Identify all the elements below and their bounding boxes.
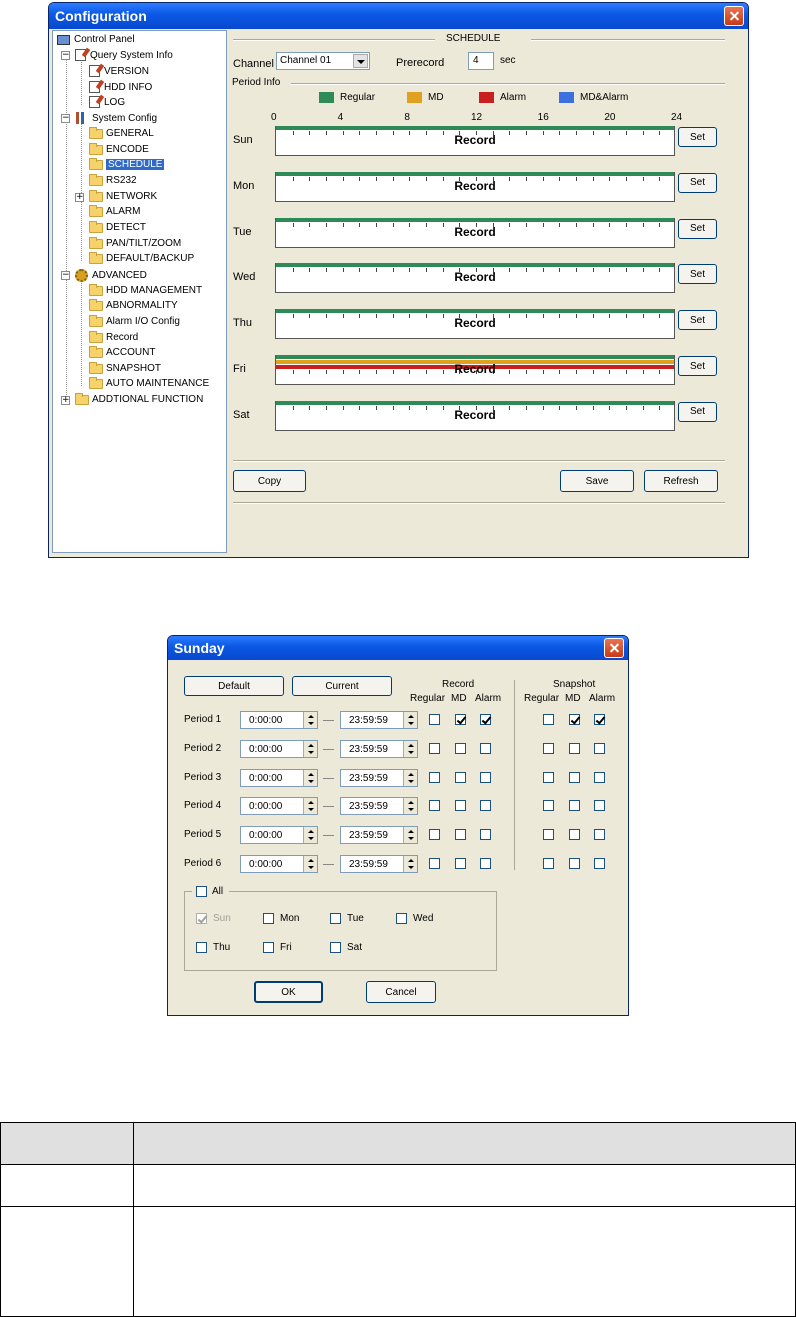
record-col-md: MD: [451, 693, 467, 704]
table-cell: [134, 1165, 796, 1207]
record-alarm-checkbox[interactable]: [480, 800, 491, 811]
close-icon[interactable]: [724, 6, 744, 26]
period-end-value: 23:59:59: [349, 772, 388, 784]
table-cell: [1, 1165, 134, 1207]
tree-item-label: HDD MANAGEMENT: [106, 285, 203, 296]
record-regular-checkbox[interactable]: [429, 714, 440, 725]
spinner-icon[interactable]: [303, 770, 317, 786]
hour-tick-label: 12: [471, 112, 483, 123]
section-divider: [233, 39, 435, 40]
band-regular: [276, 218, 674, 222]
day-checkbox-label: Tue: [347, 913, 364, 924]
period-label: Period 4: [184, 800, 222, 812]
table-cell: [134, 1207, 796, 1317]
record-alarm-checkbox[interactable]: [480, 829, 491, 840]
table-row: [1, 1207, 796, 1317]
folder-icon: [89, 239, 103, 249]
day-label: Wed: [233, 271, 256, 284]
tools-icon: [75, 112, 87, 124]
period-label: Period 1: [184, 714, 222, 725]
snapshot-alarm-checkbox[interactable]: [594, 858, 605, 869]
table-cell: [1, 1207, 134, 1317]
tree-guide: [81, 271, 82, 386]
day-option-tue[interactable]: [330, 913, 364, 924]
table-header-row: [1, 1123, 796, 1165]
day-checkbox-label: Wed: [413, 913, 434, 924]
window-title: Configuration: [55, 8, 147, 24]
gear-icon: [75, 269, 88, 282]
section-divider: [233, 502, 725, 503]
prerecord-value: 4: [473, 55, 479, 66]
all-toggle[interactable]: [192, 886, 229, 897]
section-divider: [531, 39, 725, 40]
snapshot-regular-checkbox[interactable]: [543, 743, 554, 754]
expand-icon[interactable]: +: [62, 395, 70, 405]
tree-item-snapshot[interactable]: [89, 363, 161, 374]
tree-item-label: Alarm I/O Config: [106, 316, 180, 327]
tree-item-label: RS232: [106, 175, 137, 186]
schedule-panel: [229, 30, 748, 557]
period-start-input[interactable]: [240, 711, 318, 729]
folder-icon: [89, 145, 103, 155]
spinner-icon[interactable]: [403, 827, 417, 843]
snapshot-regular-checkbox[interactable]: [543, 772, 554, 783]
tree-item-label: LOG: [104, 96, 126, 108]
hour-tick-label: 0: [271, 112, 277, 123]
tree-item-schedule[interactable]: [89, 159, 164, 170]
tree-item-abnormality[interactable]: [89, 300, 178, 311]
legend-label: MD&Alarm: [580, 92, 629, 103]
folder-icon: [89, 364, 103, 374]
record-md-checkbox[interactable]: [455, 772, 466, 783]
set-button-fri[interactable]: Set: [678, 356, 717, 376]
dialog-title-bar[interactable]: [168, 636, 628, 660]
edit-icon: [89, 65, 100, 77]
tree-item-query-system-info[interactable]: [75, 49, 173, 61]
snapshot-md-checkbox[interactable]: [569, 743, 580, 754]
legend-label: Alarm: [500, 92, 527, 103]
day-option-wed[interactable]: [396, 913, 433, 924]
record-label: Record: [454, 178, 496, 193]
range-dash: [323, 720, 334, 721]
edit-icon: [89, 81, 100, 93]
tree-item-account[interactable]: [89, 347, 155, 358]
snapshot-col-regular: Regular: [524, 693, 560, 704]
snapshot-md-checkbox[interactable]: [569, 800, 580, 811]
record-md-checkbox[interactable]: [455, 714, 466, 725]
ok-button[interactable]: OK: [254, 981, 323, 1003]
day-checkbox[interactable]: [330, 942, 341, 953]
timeline-mon[interactable]: [275, 172, 675, 202]
tree-guide: [81, 116, 82, 261]
snapshot-alarm-checkbox[interactable]: [594, 800, 605, 811]
timeline-thu[interactable]: [275, 309, 675, 339]
tree-item-label: ADVANCED: [92, 270, 147, 281]
prerecord-input[interactable]: [468, 52, 494, 70]
period-info-label: Period Info: [232, 77, 281, 88]
tree-item-pan-tilt-zoom[interactable]: [89, 238, 181, 249]
tree-item-record[interactable]: [89, 332, 138, 343]
refresh-button[interactable]: Refresh: [644, 470, 718, 492]
day-checkbox-label: Mon: [280, 913, 300, 924]
folder-icon: [89, 223, 103, 233]
table-header-cell: [1, 1123, 134, 1165]
tree-item-label: SCHEDULE: [108, 159, 163, 170]
record-col-alarm: Alarm: [475, 693, 502, 704]
record-label: Record: [454, 270, 496, 285]
legend-swatch: [407, 92, 422, 103]
period-end-value: 23:59:59: [349, 801, 388, 813]
tree-item-alarm[interactable]: [89, 206, 140, 217]
day-checkbox[interactable]: [196, 942, 207, 953]
record-regular-checkbox[interactable]: [429, 858, 440, 869]
tree-item-label: DETECT: [106, 222, 146, 233]
hour-tick-label: 8: [404, 112, 410, 123]
channel-label: Channel: [233, 58, 274, 70]
spinner-icon[interactable]: [303, 798, 317, 814]
set-button-tue[interactable]: Set: [678, 219, 717, 239]
prerecord-label: Prerecord: [396, 57, 445, 69]
day-checkbox-label: Fri: [280, 942, 292, 953]
snapshot-alarm-checkbox[interactable]: [594, 772, 605, 783]
tree-item-addtional-function[interactable]: [75, 394, 203, 405]
record-regular-checkbox[interactable]: [429, 743, 440, 754]
day-option-sun: [196, 913, 231, 924]
hour-tick-label: 24: [671, 112, 683, 123]
channel-value: Channel 01: [280, 55, 332, 66]
hour-tick-label: 16: [537, 112, 549, 123]
snapshot-regular-checkbox[interactable]: [543, 829, 554, 840]
period-start-input[interactable]: [240, 826, 318, 844]
tree-item-label: Control Panel: [74, 34, 135, 45]
folder-icon: [89, 192, 103, 202]
period-end-value: 23:59:59: [349, 830, 388, 842]
period-start-value: 0:00:00: [249, 859, 283, 870]
folder-icon: [89, 379, 103, 389]
band-regular: [276, 172, 674, 176]
tree-item-label: PAN/TILT/ZOOM: [106, 238, 182, 249]
hour-tick-label: 20: [604, 112, 616, 123]
legend-swatch: [559, 92, 574, 103]
folder-open-icon: [89, 160, 103, 170]
day-label: Mon: [233, 179, 255, 192]
column-separator: [514, 680, 515, 870]
period-start-input[interactable]: [240, 769, 318, 787]
day-option-sat[interactable]: [330, 942, 362, 953]
channel-select[interactable]: [276, 52, 370, 70]
collapse-icon[interactable]: −: [62, 113, 70, 123]
chevron-down-icon[interactable]: [353, 54, 368, 68]
tree-item-rs232[interactable]: [89, 175, 137, 186]
record-label: Record: [454, 224, 496, 239]
period-end-value: 23:59:59: [349, 743, 388, 755]
snapshot-col-alarm: Alarm: [589, 693, 616, 704]
set-button-thu[interactable]: Set: [678, 310, 717, 330]
legend-label: MD: [428, 92, 444, 103]
band-regular: [276, 309, 674, 313]
tree-item-auto-maintenance[interactable]: [89, 378, 209, 389]
edit-icon: [75, 49, 86, 61]
period-end-value: 23:59:59: [349, 715, 388, 726]
tree-item-default-backup[interactable]: [89, 253, 194, 264]
spinner-icon[interactable]: [403, 741, 417, 757]
description-table: [0, 1122, 796, 1317]
band-regular: [276, 355, 674, 359]
band-regular: [276, 401, 674, 405]
tree-item-log[interactable]: [89, 96, 125, 108]
spinner-icon[interactable]: [303, 712, 317, 728]
tree-item-label: ALARM: [106, 206, 141, 217]
range-dash: [323, 778, 334, 779]
collapse-icon[interactable]: −: [62, 50, 70, 60]
table-header-cell: [134, 1123, 796, 1165]
timeline-sun[interactable]: [275, 126, 675, 156]
tree-item-label: SNAPSHOT: [106, 363, 162, 374]
tree-item-network[interactable]: [89, 191, 157, 202]
range-dash: [323, 864, 334, 865]
tree-item-label: DEFAULT/BACKUP: [106, 253, 195, 264]
computer-icon: [57, 35, 70, 45]
tree-item-label: Record: [106, 332, 139, 343]
tree-item-system-config[interactable]: [75, 112, 157, 124]
period-start-input[interactable]: [240, 797, 318, 815]
period-label: Period 6: [184, 858, 222, 869]
spinner-icon[interactable]: [303, 741, 317, 757]
legend: [319, 92, 739, 106]
current-button[interactable]: Current: [292, 676, 392, 696]
range-dash: [323, 749, 334, 750]
sunday-dialog: [167, 635, 629, 1016]
day-checkbox: [196, 913, 207, 924]
day-group-box: [184, 891, 497, 971]
legend-item: [559, 92, 628, 103]
record-md-checkbox[interactable]: [455, 743, 466, 754]
snapshot-regular-checkbox[interactable]: [543, 714, 554, 725]
record-alarm-checkbox[interactable]: [480, 714, 491, 725]
period-end-value: 23:59:59: [349, 859, 388, 870]
snapshot-col-md: MD: [565, 693, 581, 704]
snapshot-header: Snapshot: [553, 679, 596, 690]
folder-icon: [89, 333, 103, 343]
record-alarm-checkbox[interactable]: [480, 772, 491, 783]
folder-icon: [89, 317, 103, 327]
period-start-value: 0:00:00: [249, 715, 283, 726]
tree-item-version[interactable]: [89, 65, 149, 77]
copy-button[interactable]: Copy: [233, 470, 306, 492]
table-row: [1, 1165, 796, 1207]
tree-item-encode[interactable]: [89, 144, 149, 155]
range-dash: [323, 806, 334, 807]
day-label: Tue: [233, 225, 252, 238]
day-option-fri[interactable]: [263, 942, 292, 953]
set-button-sun[interactable]: Set: [678, 127, 717, 147]
spinner-icon[interactable]: [303, 856, 317, 872]
day-checkbox-label: Thu: [213, 942, 231, 953]
day-checkbox[interactable]: [330, 913, 341, 924]
spinner-icon[interactable]: [403, 856, 417, 872]
close-icon[interactable]: [604, 638, 624, 658]
record-regular-checkbox[interactable]: [429, 772, 440, 783]
tree-guide: [66, 51, 67, 401]
hour-axis: [229, 112, 748, 126]
spinner-icon[interactable]: [403, 712, 417, 728]
tree-item-label: ACCOUNT: [106, 347, 156, 358]
all-label: All: [212, 886, 224, 897]
period-start-value: 0:00:00: [249, 830, 283, 842]
record-md-checkbox[interactable]: [455, 858, 466, 869]
day-label: Fri: [233, 363, 246, 375]
timeline-wed[interactable]: [275, 263, 675, 293]
period-label: Period 3: [184, 771, 222, 783]
folder-icon: [89, 207, 103, 217]
save-button[interactable]: Save: [560, 470, 634, 492]
period-label: Period 5: [184, 829, 222, 841]
legend-swatch: [319, 92, 334, 103]
legend-label: Regular: [340, 92, 376, 103]
record-md-checkbox[interactable]: [455, 829, 466, 840]
folder-icon: [89, 176, 103, 186]
snapshot-md-checkbox[interactable]: [569, 714, 580, 725]
record-alarm-checkbox[interactable]: [480, 858, 491, 869]
tree-item-detect[interactable]: [89, 222, 146, 233]
record-regular-checkbox[interactable]: [429, 829, 440, 840]
snapshot-md-checkbox[interactable]: [569, 829, 580, 840]
record-label: Record: [454, 362, 496, 376]
spinner-icon[interactable]: [303, 827, 317, 843]
folder-icon: [89, 129, 103, 139]
period-end-input[interactable]: [340, 826, 418, 844]
tree-item-alarm-i-o-config[interactable]: [89, 316, 180, 327]
timeline-tue[interactable]: [275, 218, 675, 248]
legend-item: [479, 92, 526, 103]
period-start-value: 0:00:00: [249, 772, 283, 784]
snapshot-alarm-checkbox[interactable]: [594, 714, 605, 725]
snapshot-regular-checkbox[interactable]: [543, 858, 554, 869]
period-end-input[interactable]: [340, 711, 418, 729]
record-regular-checkbox[interactable]: [429, 800, 440, 811]
period-start-value: 0:00:00: [249, 801, 283, 813]
tree-item-hdd-info[interactable]: [89, 81, 152, 93]
day-option-mon[interactable]: [263, 913, 299, 924]
section-title: SCHEDULE: [446, 33, 501, 44]
day-option-thu[interactable]: [196, 942, 230, 953]
section-divider: [291, 83, 725, 84]
set-button-sat[interactable]: Set: [678, 402, 717, 422]
tree-item-label: ENCODE: [106, 144, 149, 155]
tree-panel: [52, 30, 227, 553]
configuration-window: [48, 2, 749, 558]
tree-item-hdd-management[interactable]: [89, 285, 202, 296]
period-start-input[interactable]: [240, 855, 318, 873]
all-checkbox[interactable]: [196, 886, 207, 897]
section-divider: [233, 460, 725, 461]
title-bar[interactable]: [49, 3, 748, 29]
day-checkbox[interactable]: [396, 913, 407, 924]
tree-item-label: NETWORK: [106, 191, 158, 202]
range-dash: [323, 835, 334, 836]
period-label: Period 2: [184, 742, 222, 754]
prerecord-unit: sec: [500, 55, 516, 66]
snapshot-md-checkbox[interactable]: [569, 772, 580, 783]
folder-icon: [89, 348, 103, 358]
timeline-sat[interactable]: [275, 401, 675, 431]
tree-item-label: GENERAL: [106, 128, 154, 139]
period-start-value: 0:00:00: [249, 743, 283, 755]
period-end-input[interactable]: [340, 855, 418, 873]
band-regular: [276, 126, 674, 130]
cancel-button[interactable]: Cancel: [366, 981, 436, 1003]
day-checkbox[interactable]: [263, 913, 274, 924]
period-end-input[interactable]: [340, 797, 418, 815]
day-checkbox[interactable]: [263, 942, 274, 953]
band-regular: [276, 263, 674, 267]
tree-item-label: ABNORMALITY: [106, 300, 178, 311]
day-label: Sat: [233, 408, 250, 421]
day-checkbox-label: Sun: [213, 913, 231, 924]
edit-icon: [89, 96, 100, 108]
day-label: Thu: [233, 317, 252, 330]
folder-icon: [89, 301, 103, 311]
snapshot-md-checkbox[interactable]: [569, 858, 580, 869]
tree-item-control-panel[interactable]: [57, 34, 135, 45]
record-label: Record: [454, 133, 496, 147]
snapshot-regular-checkbox[interactable]: [543, 800, 554, 811]
snapshot-alarm-checkbox[interactable]: [594, 829, 605, 840]
hour-tick-label: 4: [337, 112, 344, 123]
folder-icon: [89, 286, 103, 296]
spinner-icon[interactable]: [403, 798, 417, 814]
default-button[interactable]: Default: [184, 676, 284, 696]
folder-icon: [75, 395, 89, 405]
record-md-checkbox[interactable]: [455, 800, 466, 811]
period-start-input[interactable]: [240, 740, 318, 758]
period-end-input[interactable]: [340, 769, 418, 787]
tree-item-label: AUTO MAINTENANCE: [106, 378, 210, 389]
legend-swatch: [479, 92, 494, 103]
set-button-wed[interactable]: Set: [678, 264, 717, 284]
tree-item-label: ADDTIONAL FUNCTION: [92, 394, 204, 405]
tree-item-label: VERSION: [104, 65, 150, 77]
legend-item: [407, 92, 444, 103]
tree-item-general[interactable]: [89, 128, 154, 139]
day-checkbox-label: Sat: [347, 942, 363, 953]
period-end-input[interactable]: [340, 740, 418, 758]
legend-item: [319, 92, 375, 103]
collapse-icon[interactable]: −: [62, 270, 70, 280]
folder-icon: [89, 254, 103, 264]
record-alarm-checkbox[interactable]: [480, 743, 491, 754]
tree-item-advanced[interactable]: [75, 269, 147, 282]
record-header: Record: [442, 679, 475, 690]
timeline-fri[interactable]: [275, 355, 675, 385]
tree-item-label: Query System Info: [90, 49, 173, 61]
set-button-mon[interactable]: Set: [678, 173, 717, 193]
day-label: Sun: [233, 134, 253, 146]
record-col-regular: Regular: [410, 693, 446, 704]
tree-item-label: HDD INFO: [104, 81, 153, 93]
snapshot-alarm-checkbox[interactable]: [594, 743, 605, 754]
expand-icon[interactable]: +: [76, 192, 84, 202]
dialog-title: Sunday: [174, 640, 225, 656]
spinner-icon[interactable]: [403, 770, 417, 786]
tree-item-label: System Config: [92, 112, 158, 124]
record-label: Record: [454, 316, 496, 331]
record-label: Record: [454, 407, 496, 422]
